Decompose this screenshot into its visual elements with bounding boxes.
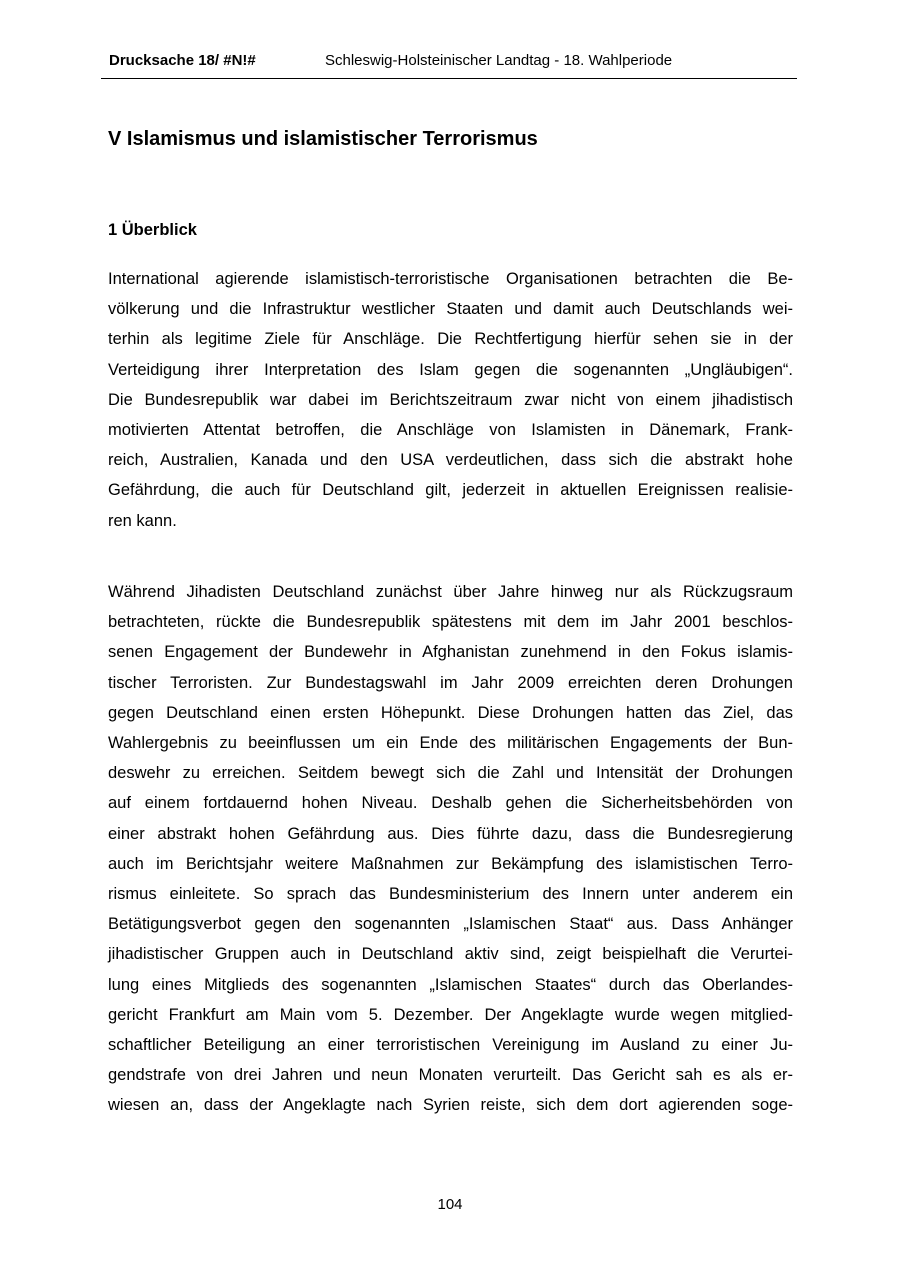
paragraph-line: reich, Australien, Kanada und den USA verdeutlichen, dass sich die abstrakt hohe xyxy=(108,451,793,470)
paragraph-line: Betätigungsverbot gegen den sogenannten „Islamischen Staat“ aus. Dass Anhänger xyxy=(108,915,793,934)
parliament-title: Schleswig-Holsteinischer Landtag - 18. Wahlperiode xyxy=(325,52,673,69)
paragraph-line: völkerung und die Infrastruktur westlicher Staaten und damit auch Deutschlands wei- xyxy=(108,300,793,319)
paragraph-line: jihadistischer Gruppen auch in Deutschland aktiv sind, zeigt beispielhaft die Verurtei- xyxy=(108,945,793,964)
paragraph-line: Während Jihadisten Deutschland zunächst über Jahre hinweg nur als Rückzugsraum xyxy=(108,583,793,601)
paragraph-line: einer abstrakt hohen Gefährdung aus. Dies führte dazu, dass die Bundesregierung xyxy=(108,824,793,843)
chapter-title: V Islamismus und islamistischer Terrorismus xyxy=(108,128,538,150)
document-number: Drucksache 18/ #N!# xyxy=(109,52,256,69)
paragraph-line: ren kann. xyxy=(108,511,177,530)
paragraph-line: wiesen an, dass der Angeklagte nach Syrien reiste, sich dem dort agierenden soge- xyxy=(108,1096,793,1115)
paragraph-line: gegen Deutschland einen ersten Höhepunkt. Diese Drohungen hatten das Ziel, das xyxy=(108,703,793,722)
page-header xyxy=(101,52,797,79)
paragraph-line: Gefährdung, die auch für Deutschland gilt, jederzeit in aktuellen Ereignissen realisie- xyxy=(108,481,793,500)
paragraph-line: gericht Frankfurt am Main vom 5. Dezember. Der Angeklagte wurde wegen mitglied- xyxy=(108,1005,793,1024)
paragraph-line: motivierten Attentat betroffen, die Anschläge von Islamisten in Dänemark, Frank- xyxy=(108,421,793,440)
paragraph-2 xyxy=(108,577,793,1121)
paragraph-line: terhin als legitime Ziele für Anschläge. Die Rechtfertigung hierfür sehen sie in der xyxy=(108,330,793,349)
paragraph-line: rismus einleitete. So sprach das Bundesministerium des Innern unter anderem ein xyxy=(108,885,793,904)
paragraph-line: betrachteten, rückte die Bundesrepublik spätestens mit dem im Jahr 2001 beschlos- xyxy=(108,613,793,632)
paragraph-line: Wahlergebnis zu beeinflussen um ein Ende des militärischen Engagements der Bun- xyxy=(108,734,793,753)
paragraph-line: International agierende islamistisch-terroristische Organisationen betrachten die Be- xyxy=(108,270,793,288)
paragraph-line: tischer Terroristen. Zur Bundestagswahl im Jahr 2009 erreichten deren Drohungen xyxy=(108,673,793,692)
paragraph-line: schaftlicher Beteiligung an einer terroristischen Vereinigung im Ausland zu einer Ju- xyxy=(108,1036,793,1055)
paragraph-1 xyxy=(108,264,793,536)
paragraph-line: lung eines Mitglieds des sogenannten „Islamischen Staates“ durch das Oberlandes- xyxy=(108,975,793,994)
paragraph-line: Die Bundesrepublik war dabei im Berichtszeitraum zwar nicht von einem jihadistisch xyxy=(108,390,793,409)
page-number: 104 xyxy=(437,1196,463,1213)
paragraph-line: deswehr zu erreichen. Seitdem bewegt sich die Zahl und Intensität der Drohungen xyxy=(108,764,793,783)
paragraph-line: Verteidigung ihrer Interpretation des Islam gegen die sogenannten „Ungläubigen“. xyxy=(108,360,793,379)
section-heading: 1 Überblick xyxy=(108,221,197,239)
paragraph-line: auch im Berichtsjahr weitere Maßnahmen zur Bekämpfung des islamistischen Terro- xyxy=(108,854,793,873)
paragraph-line: gendstrafe von drei Jahren und neun Monaten verurteilt. Das Gericht sah es als er- xyxy=(108,1066,793,1085)
paragraph-line: senen Engagement der Bundewehr in Afghanistan zunehmend in den Fokus islamis- xyxy=(108,643,793,662)
paragraph-line: auf einem fortdauernd hohen Niveau. Deshalb gehen die Sicherheitsbehörden von xyxy=(108,794,793,813)
